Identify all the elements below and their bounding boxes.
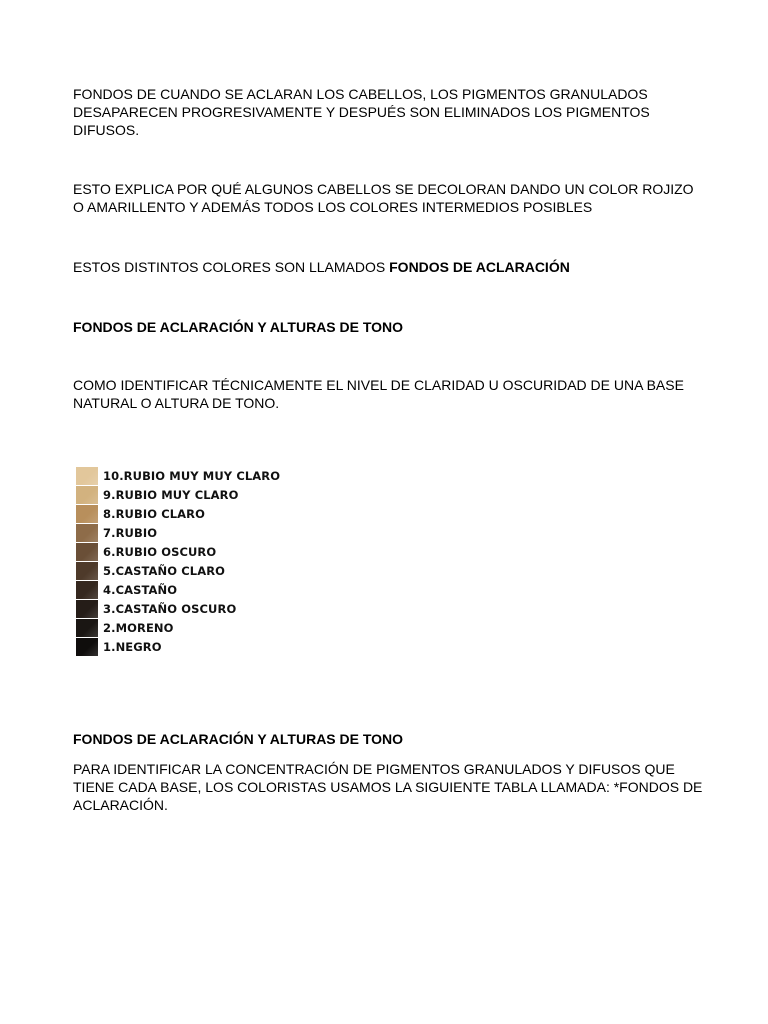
hair-level-label: 8.RUBIO CLARO (103, 506, 205, 521)
hair-level-row (76, 485, 296, 504)
section-heading-1: FONDOS DE ACLARACIÓN Y ALTURAS DE TONO (73, 319, 404, 335)
hair-color-swatch (76, 486, 98, 504)
hair-level-row (76, 504, 296, 523)
hair-level-row (76, 618, 296, 637)
hair-level-label: 4.CASTAÑO (103, 582, 178, 597)
hair-level-label: 9.RUBIO MUY CLARO (103, 487, 239, 502)
hair-color-swatch (76, 524, 98, 542)
hair-level-row (76, 466, 296, 485)
hair-level-row (76, 561, 296, 580)
hair-level-row (76, 580, 296, 599)
hair-level-chart (76, 466, 296, 656)
hair-color-swatch (76, 600, 98, 618)
hair-level-label: 5.CASTAÑO CLARO (103, 563, 226, 578)
paragraph-colors-name-bold: FONDOS DE ACLARACIÓN (389, 259, 570, 275)
hair-color-swatch (76, 505, 98, 523)
section-heading-2: FONDOS DE ACLARACIÓN Y ALTURAS DE TONO (73, 731, 404, 747)
hair-level-label: 3.CASTAÑO OSCURO (103, 601, 237, 616)
hair-level-label: 7.RUBIO (103, 525, 158, 540)
hair-color-swatch (76, 581, 98, 599)
paragraph-pigments: FONDOS DE CUANDO SE ACLARAN LOS CABELLOS, LOS PIGMENTOS GRANULADOS DESAPARECEN PROGRESIVAMENTE Y DESPUÉS SON ELIMINADOS LOS PIGMENTOS DIFUSOS. (73, 86, 650, 138)
hair-color-swatch (76, 562, 98, 580)
hair-level-label: 2.MORENO (103, 620, 174, 635)
hair-level-row (76, 637, 296, 656)
hair-color-swatch (76, 619, 98, 637)
hair-level-label: 6.RUBIO OSCURO (103, 544, 217, 559)
hair-level-label: 10.RUBIO MUY MUY CLARO (103, 468, 281, 483)
hair-color-swatch (76, 638, 98, 656)
paragraph-colors-name-prefix: ESTOS DISTINTOS COLORES SON LLAMADOS (73, 259, 390, 275)
hair-level-row (76, 542, 296, 561)
paragraph-coloristas-table: PARA IDENTIFICAR LA CONCENTRACIÓN DE PIGMENTOS GRANULADOS Y DIFUSOS QUE TIENE CADA BASE, LOS COLORISTAS USAMOS LA SIGUIENTE TABLA LLAMADA: *FONDOS DE ACLARACIÓN. (73, 761, 703, 813)
paragraph-identify-level: COMO IDENTIFICAR TÉCNICAMENTE EL NIVEL DE CLARIDAD U OSCURIDAD DE UNA BASE NATURAL O ALTURA DE TONO. (73, 377, 684, 411)
paragraph-decolor-explanation: ESTO EXPLICA POR QUÉ ALGUNOS CABELLOS SE DECOLORAN DANDO UN COLOR ROJIZO O AMARILLENTO Y ADEMÁS TODOS LOS COLORES INTERMEDIOS POSIBLES (73, 181, 694, 215)
hair-color-swatch (76, 467, 98, 485)
hair-color-swatch (76, 543, 98, 561)
hair-level-label: 1.NEGRO (103, 639, 162, 654)
hair-level-row (76, 523, 296, 542)
paragraph-colors-name (73, 258, 703, 276)
hair-level-row (76, 599, 296, 618)
